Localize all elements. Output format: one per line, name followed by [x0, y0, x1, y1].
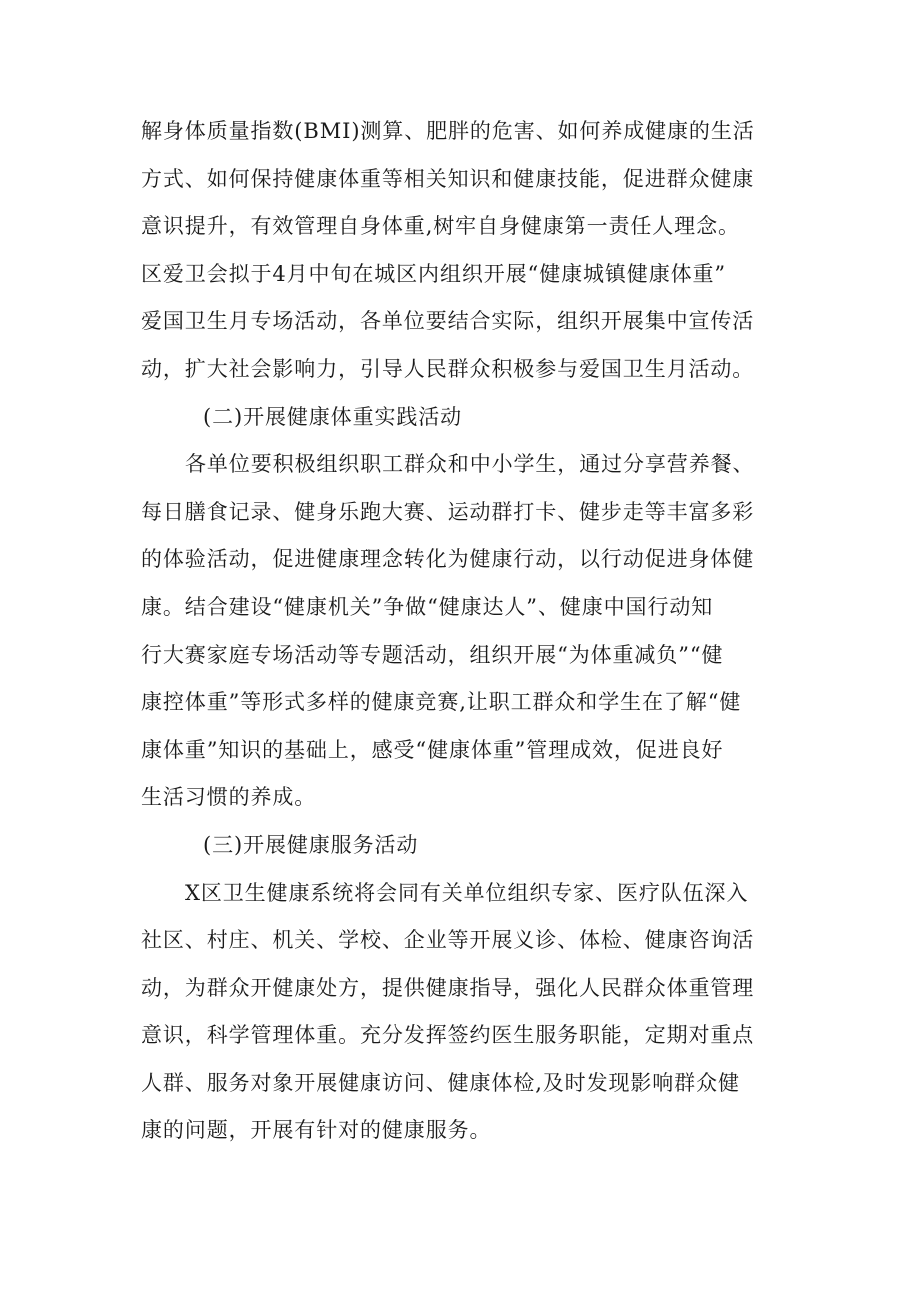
section-heading-practice: (二)开展健康体重实践活动	[203, 404, 463, 429]
text-line: 康体重”知识的基础上，感受“健康体重”管理成效，促进良好	[141, 737, 724, 762]
text-line: 的体验活动，促进健康理念转化为健康行动，以行动促进身体健	[141, 547, 755, 572]
text-line: 行大赛家庭专场活动等专题活动，组织开展“为体重减负”“健	[141, 642, 724, 667]
section-heading-services: (三)开展健康服务活动	[203, 832, 419, 857]
text-line: 人群、服务对象开展健康访问、健康体检,及时发现影响群众健	[141, 1070, 740, 1095]
text-line: 意识提升，有效管理自身体重,树牢自身健康第一责任人理念。	[141, 214, 740, 239]
text-line: 康的问题，开展有针对的健康服务。	[141, 1118, 492, 1143]
paragraph-health-services	[141, 870, 781, 1156]
text-line: 爱国卫生月专场活动，各单位要结合实际，组织开展集中宣传活	[141, 309, 755, 334]
paragraph-practice-activities	[141, 441, 781, 822]
text-line: X区卫生健康系统将会同有关单位组织专家、医疗队伍深入	[185, 880, 749, 905]
paragraph-bmi-knowledge	[141, 108, 781, 394]
text-line: 生活习惯的养成。	[141, 785, 317, 810]
text-line: 区爱卫会拟于4月中旬在城区内组织开展“健康城镇健康体重”	[141, 261, 727, 286]
document-body	[141, 108, 781, 1155]
text-line: 各单位要积极组织职工群众和中小学生，通过分享营养餐、	[185, 452, 755, 477]
text-line: 动，扩大社会影响力，引导人民群众积极参与爱国卫生月活动。	[141, 356, 755, 381]
text-line: 社区、村庄、机关、学校、企业等开展义诊、体检、健康咨询活	[141, 928, 755, 953]
text-line: 意识，科学管理体重。充分发挥签约医生服务职能，定期对重点	[141, 1023, 755, 1048]
text-line: 康控体重”等形式多样的健康竞赛,让职工群众和学生在了解“健	[141, 690, 742, 715]
text-line: 方式、如何保持健康体重等相关知识和健康技能，促进群众健康	[141, 166, 755, 191]
text-line: 康。结合建设“健康机关”争做“健康达人”、健康中国行动知	[141, 594, 714, 619]
text-line: 解身体质量指数(BMI)测算、肥胖的危害、如何养成健康的生活	[141, 119, 755, 143]
text-line: 动，为群众开健康处方，提供健康指导，强化人民群众体重管理	[141, 975, 755, 1000]
text-line: 每日膳食记录、健身乐跑大赛、运动群打卡、健步走等丰富多彩	[141, 499, 755, 524]
